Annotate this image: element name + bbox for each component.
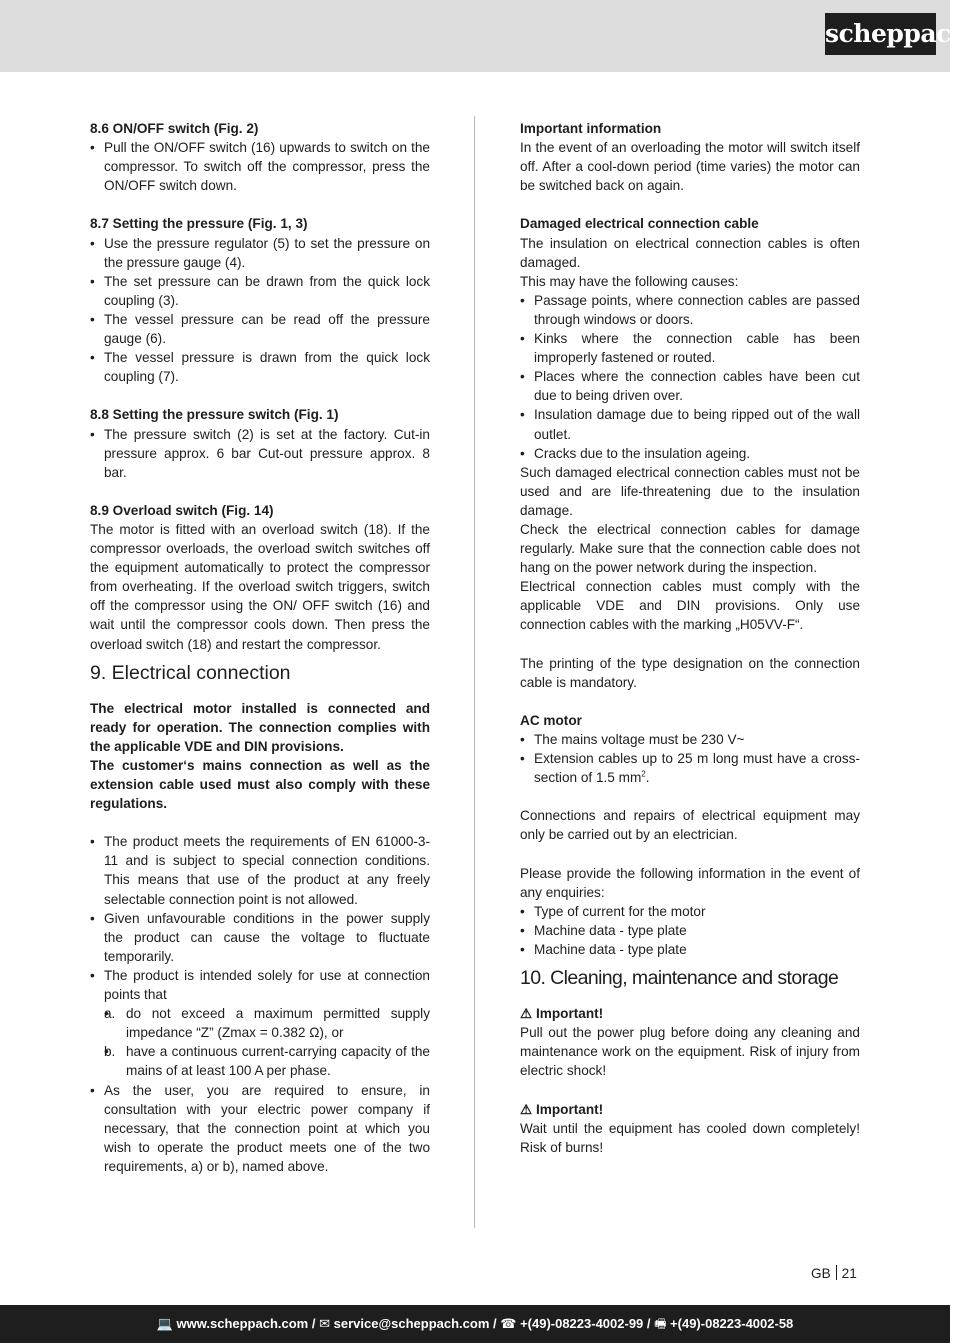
page-number-divider: [836, 1265, 837, 1280]
superscript: 2: [641, 769, 646, 779]
list-item: [90, 966, 430, 1081]
list-item: • The product meets the requirements of EN 61000-3-11 and is subject to special connection conditions. This means that use of the product at any freely selectable connection point is not allowed.: [90, 832, 430, 908]
paragraph-warning-shock: Pull out the power plug before doing any cleaning and maintenance work on the equipment. Risk of injury from electric shock!: [520, 1025, 860, 1079]
list-item: • The mains voltage must be 230 V~: [520, 730, 860, 749]
page-number: [811, 1264, 857, 1283]
footer-phone: +(49)-08223-4002-99: [520, 1316, 644, 1331]
heading-damaged-cable: Damaged electrical connection cable: [520, 216, 759, 232]
list-item: • The pressure switch (2) is set at the factory. Cut-in pressure approx. 6 bar Cut-out pressure approx. 8 bar.: [90, 425, 430, 482]
list-item: • The set pressure can be drawn from the quick lock coupling (3).: [90, 272, 430, 310]
paragraph-bold-motor: The electrical motor installed is connected and ready for operation. The connection complies with the applicable VDE and DIN provisions.: [90, 700, 430, 754]
heading-important-information: Important information: [520, 121, 662, 136]
footer-bar: [0, 1305, 950, 1343]
list-item-text: Extension cables up to 25 m long must have a cross-section of 1.5 mm: [534, 751, 860, 786]
sub-list-item: [104, 1042, 430, 1080]
section-title-cleaning: 10. Cleaning, maintenance and storage: [520, 967, 839, 990]
footer-fax: +(49)-08223-4002-58: [670, 1316, 794, 1331]
sub-list-item: [104, 1004, 430, 1042]
page-language: GB: [811, 1266, 831, 1281]
heading-8-8: 8.8 Setting the pressure switch (Fig. 1): [90, 407, 339, 423]
scheppach-logo: scheppach: [825, 13, 936, 55]
footer-email[interactable]: service@scheppach.com: [333, 1316, 490, 1331]
warning-heading: [520, 1004, 860, 1023]
list-item: • The vessel pressure can be read off the pressure gauge (6).: [90, 310, 430, 348]
computer-icon: 💻: [156, 1316, 173, 1331]
list-item: • Places where the connection cables have been cut due to being driven over.: [520, 367, 860, 405]
sub-list-marker: • b.: [104, 1044, 116, 1060]
paragraph-causes: This may have the following causes:: [520, 273, 739, 289]
paragraph-cable-provisions: Electrical connection cables must comply with the applicable VDE and DIN provisions. Only use connection cables with the marking „H05VV-F“.: [520, 579, 860, 633]
header-bar: [0, 0, 968, 72]
heading-8-6: 8.6 ON/OFF switch (Fig. 2): [90, 121, 259, 136]
warning-title: Important!: [535, 1101, 604, 1117]
sub-list-text: do not exceed a maximum permitted supply impedance “Z” (Zmax = 0.382 Ω), or: [126, 1006, 430, 1041]
column-divider: [474, 116, 475, 1228]
footer-separator: /: [643, 1316, 655, 1331]
section-title-electrical-connection: 9. Electrical connection: [90, 661, 291, 684]
warning-title: Important!: [535, 1006, 604, 1022]
list-item: • The vessel pressure is drawn from the quick lock coupling (7).: [90, 348, 430, 386]
sub-list: [104, 1004, 430, 1080]
list-item: • Cracks due to the insulation ageing.: [520, 444, 860, 463]
paragraph-overload: The motor is fitted with an overload switch (18). If the compressor overloads, the overload switch switches off the equipment automatically to protect the compressor from overheating. If the overload switch triggers, switch off the compressor using the ON/ OFF switch (16) and wait until the compressor cools down. Then press the overload switch (18) and restart the compressor.: [90, 521, 430, 652]
list-item-text: The product is intended solely for use at connection points that: [104, 967, 430, 1003]
list-item: • Given unfavourable conditions in the power supply the product can cause the voltage to fluctuate temporarily.: [90, 909, 430, 966]
warning-heading: [520, 1100, 860, 1119]
list-enquiries: [520, 902, 860, 959]
paragraph-check-cables: Check the electrical connection cables for damage regularly. Make sure that the connection cable does not hang on the power network during the inspection.: [520, 521, 860, 576]
footer-separator: /: [308, 1316, 320, 1331]
list-item: • Kinks where the connection cable has been improperly fastened or routed.: [520, 329, 860, 367]
heading-ac-motor: AC motor: [520, 712, 582, 728]
paragraph-enquiries: Please provide the following information in the event of any enquiries:: [520, 865, 860, 900]
paragraph-type-designation: The printing of the type designation on the connection cable is mandatory.: [520, 655, 860, 690]
page-number-value: 21: [841, 1266, 857, 1281]
footer-website[interactable]: www.scheppach.com: [176, 1316, 309, 1331]
paragraph-insulation: The insulation on electrical connection cables is often damaged.: [520, 235, 860, 270]
list-item: • Use the pressure regulator (5) to set the pressure on the pressure gauge (4).: [90, 234, 430, 272]
list-causes: [520, 291, 860, 463]
paragraph-important-information: In the event of an overloading the motor will switch itself off. After a cool-down period (time varies) the motor can be switched back on again.: [520, 140, 860, 194]
left-column: [90, 119, 430, 1176]
list-ac-motor: [520, 730, 860, 787]
phone-icon: ☎: [500, 1316, 517, 1331]
list-item: • As the user, you are required to ensure, in consultation with your electric power company if necessary, that the connection point at which you wish to operate the product meets one of the two requirements, a) or b), named above.: [90, 1081, 430, 1176]
footer-separator: /: [489, 1316, 501, 1331]
fax-icon: 🖷: [654, 1316, 667, 1331]
warning-icon: ⚠: [520, 1006, 533, 1022]
sub-list-marker: • a.: [104, 1006, 116, 1022]
paragraph-bold-mains: The customer‘s mains connection as well as the extension cable used must also comply with these regulations.: [90, 757, 430, 812]
list-item-end: .: [645, 770, 650, 786]
right-column: [520, 119, 860, 1157]
sub-list-text: have a continuous current-carrying capacity of the mains of at least 100 A per phase.: [126, 1044, 430, 1079]
list-item: • Machine data - type plate: [520, 921, 860, 940]
list-8-7: [90, 234, 430, 387]
paragraph-warning-burns: Wait until the equipment has cooled down completely! Risk of burns!: [520, 1120, 860, 1155]
heading-8-9: 8.9 Overload switch (Fig. 14): [90, 502, 274, 518]
paragraph-life-threatening: Such damaged electrical connection cables must not be used and are life-threatening due to the insulation damage.: [520, 464, 860, 518]
list-item: • Machine data - type plate: [520, 940, 860, 959]
list-8-6: [90, 138, 430, 195]
paragraph-electrician: Connections and repairs of electrical equipment may only be carried out by an electrician.: [520, 808, 860, 843]
list-electrical: [90, 832, 430, 1176]
heading-8-7: 8.7 Setting the pressure (Fig. 1, 3): [90, 216, 308, 232]
list-item: • Insulation damage due to being ripped out of the wall outlet.: [520, 405, 860, 443]
list-item: • Passage points, where connection cables are passed through windows or doors.: [520, 291, 860, 329]
list-item: • Type of current for the motor: [520, 902, 860, 921]
mail-icon: ✉: [319, 1316, 330, 1331]
list-item: • Pull the ON/OFF switch (16) upwards to switch on the compressor. To switch off the compressor, press the ON/OFF switch down.: [90, 138, 430, 195]
list-8-8: [90, 425, 430, 482]
list-item: [520, 749, 860, 787]
warning-icon: ⚠: [520, 1101, 533, 1117]
